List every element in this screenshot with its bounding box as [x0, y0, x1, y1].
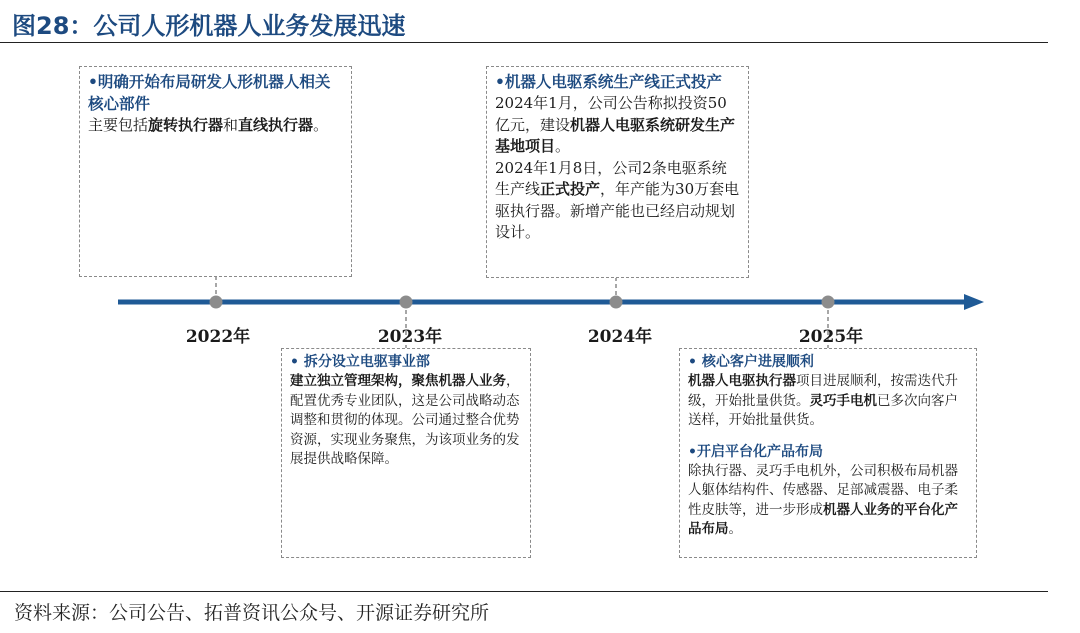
- bottom-rule: [0, 591, 1048, 592]
- text-run: 2024年1月，公司公告称拟投资50亿元，建设: [495, 94, 727, 134]
- event-heading-2023: • 拆分设立电驱事业部: [290, 354, 430, 370]
- timeline-arrowhead: [964, 294, 984, 310]
- emphasis-text: 直线执行器: [238, 116, 314, 134]
- event-body-2023: [290, 372, 522, 470]
- figure-title: 图28：公司人形机器人业务发展迅速: [12, 12, 406, 40]
- event-heading-2025-b: •开启平台化产品布局: [688, 443, 823, 460]
- event-body-2025-b: [688, 462, 968, 540]
- text-run: 和: [223, 116, 239, 134]
- emphasis-text: 建立独立管理架构，聚焦机器人业务: [290, 373, 506, 389]
- node-2022: [210, 296, 223, 309]
- year-label-2025: 2025年: [798, 327, 864, 347]
- text-run: 。: [313, 116, 329, 134]
- year-label-2023: 2023年: [377, 327, 443, 347]
- event-box-2022: [79, 66, 352, 277]
- event-body-2024-para2: [495, 158, 740, 244]
- event-box-2025: [679, 348, 977, 558]
- event-heading-2024: •机器人电驱系统生产线正式投产: [495, 72, 722, 91]
- text-run: 2024年1月8日，公司2条电驱系统生产线: [495, 158, 727, 198]
- node-2024: [610, 296, 623, 309]
- event-box-2023: [281, 348, 531, 558]
- text-run: 除执行器、灵巧手电机外，公司积极布局机器人躯体结构件、传感器、足部减震器、电子柔性皮肤等，进一步形成: [688, 462, 958, 518]
- source-note: 资料来源：公司公告、拓普资讯公众号、开源证券研究所: [14, 602, 490, 624]
- emphasis-text: 正式投产: [540, 180, 601, 198]
- event-body-2025-a: [688, 372, 968, 431]
- year-label-2022: 2022年: [185, 327, 251, 347]
- event-heading-2022: •明确开始布局研发人形机器人相关核心部件: [88, 72, 331, 113]
- event-box-2024: [486, 66, 749, 278]
- emphasis-text: 旋转执行器: [148, 116, 224, 134]
- top-rule: [0, 42, 1048, 43]
- year-label-2024: 2024年: [587, 327, 653, 347]
- emphasis-text: 机器人电驱执行器: [688, 373, 796, 389]
- node-2023: [400, 296, 413, 309]
- text-run: 已多次向客户送样，开始批量供货。: [688, 392, 958, 428]
- event-body-2024-para1: [495, 93, 740, 158]
- text-run: 项目进展顺利，按需迭代升级，开始批量供货。: [688, 373, 958, 409]
- event-heading-2025-a: • 核心客户进展顺利: [688, 354, 814, 370]
- text-run: 。: [555, 137, 571, 155]
- emphasis-text: 灵巧手电机: [809, 392, 877, 409]
- emphasis-text: 机器人业务的平台化产品布局: [688, 501, 958, 537]
- node-2025: [822, 296, 835, 309]
- event-body-2022: [88, 115, 343, 137]
- text-run: ，年产能为30万套电驱执行器。新增产能也已经启动规划设计。: [495, 180, 740, 241]
- text-run: ，配置优秀专业团队，这是公司战略动态调整和贯彻的体现。公司通过整合优势资源，实现业务聚焦，为该项业务的发展提供战略保障。: [290, 373, 520, 467]
- emphasis-text: 机器人电驱系统研发生产基地项目: [495, 115, 736, 155]
- text-run: 。: [728, 521, 742, 537]
- text-run: 主要包括: [88, 116, 149, 134]
